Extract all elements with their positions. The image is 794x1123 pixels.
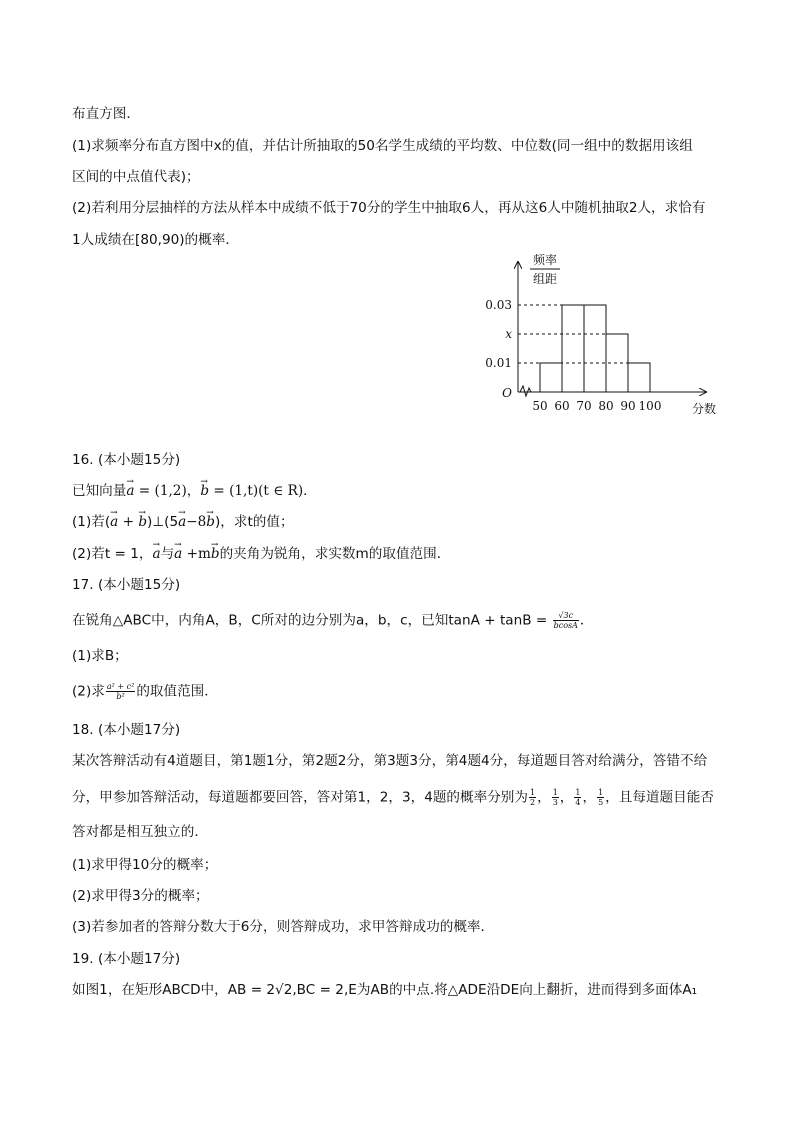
histogram-bar: [628, 363, 650, 392]
fraction: $\frac{√3c}{bcosA}$: [553, 611, 578, 630]
histogram-bar: [540, 363, 562, 392]
text-span: = (1,t)(t ∈ R)．: [209, 483, 317, 499]
text-span: (1)若(: [72, 514, 111, 530]
text-span: = (1,2)，: [134, 483, 201, 499]
vector-a: → a: [126, 482, 134, 500]
question-18-part1: (1)求甲得10分的概率；: [72, 857, 218, 873]
text-span: (2)若t = 1，: [72, 546, 153, 562]
fraction: $\frac{1}{4}$: [575, 788, 581, 807]
question-18-stem: 答对都是相互独立的．: [72, 824, 208, 840]
histogram-bar: [584, 305, 606, 392]
x-tick-label: 70: [576, 399, 592, 413]
vector-a: → a: [174, 545, 182, 563]
y-tick-label: x: [505, 327, 512, 341]
origin-label: O: [502, 386, 512, 400]
text-span: 在锐角△ABC中，内角A，B，C所对的边分别为a，b，c，已知tanA + tanB =: [72, 612, 548, 629]
y-axis-label-bottom: 组距: [532, 272, 558, 286]
text-span: )⊥(5: [147, 514, 179, 530]
x-tick-label: 100: [638, 399, 662, 413]
question-18-stem: 某次答辩活动有4道题目，第1题1分，第2题2分，第3题3分，第4题4分，每道题目答对给满分，答错不给: [72, 753, 708, 769]
y-axis-label-top: 频率: [532, 253, 558, 267]
text-span: ，且每道题目能否: [605, 789, 714, 806]
question-16-stem: [72, 482, 317, 500]
vector-a: → a: [110, 513, 118, 531]
question-16-part1: (1)若(→ a + → b)⊥(5→ a−8→ b)，求t的值；: [72, 513, 294, 531]
text-line: 1人成绩在[80,90)的概率．: [72, 232, 239, 248]
text-line: 布直方图．: [72, 106, 140, 122]
question-19-heading: 19. (本小题17分): [72, 951, 181, 967]
frequency-histogram: [468, 250, 728, 420]
text-span: 分，甲参加答辩活动，每道题都要回答，答对第1，2，3，4题的概率分别为: [72, 789, 528, 806]
vector-a: → a: [178, 513, 186, 531]
text-span: 的夹角为锐角，求实数m的取值范围．: [219, 546, 451, 562]
x-tick-label: 90: [620, 399, 636, 413]
text-span: (2)求: [72, 683, 105, 700]
question-17-part1: (1)求B；: [72, 648, 128, 664]
question-18-heading: 18. (本小题17分): [72, 722, 181, 738]
question-18-part3: (3)若参加者的答辩分数大于6分，则答辩成功，求甲答辩成功的概率．: [72, 919, 495, 935]
y-tick-label: 0.03: [485, 298, 512, 312]
question-18-part2: (2)求甲得3分的概率；: [72, 888, 209, 904]
question-18-stem: 分，甲参加答辩活动，每道题都要回答，答对第1，2，3，4题的概率分别为 $\frac{1}{2}$ ， $\frac{1}{3}$ ， $\frac{1}{4}$ ， $\frac{1}{5}$ ，且每道题目能否: [72, 788, 714, 807]
text-span: 已知向量: [72, 483, 127, 499]
vector-b: → b: [138, 513, 147, 531]
question-17-heading: 17. (本小题15分): [72, 577, 181, 593]
vector-a: → a: [152, 545, 160, 563]
fraction: $\frac{1}{5}$: [598, 788, 604, 807]
question-16-heading: 16. (本小题15分): [72, 452, 181, 468]
question-19-stem: 如图1，在矩形ABCD中，AB = 2√2,BC = 2,E为AB的中点.将△ADE沿DE向上翻折，进而得到多面体A₁: [72, 982, 698, 998]
vector-b: → b: [206, 513, 215, 531]
question-16-part2: (2)若t = 1，→ a与→ a +m→ b的夹角为锐角，求实数m的取值范围．: [72, 545, 450, 563]
x-axis-label: 分数: [691, 402, 717, 416]
question-17-part2: [72, 682, 218, 701]
text-span: ．: [579, 612, 594, 629]
vector-b: → b: [200, 482, 209, 500]
text-span: 与: [160, 546, 175, 562]
question-17-stem: [72, 611, 594, 630]
x-tick-label: 60: [554, 399, 570, 413]
x-tick-label: 80: [598, 399, 614, 413]
y-tick-label: 0.01: [485, 356, 512, 370]
question-15-part1: (1)求频率分布直方图中x的值，并估计所抽取的50名学生成绩的平均数、中位数(同一组中的数据用该组: [72, 138, 693, 154]
question-15-part2: (2)若利用分层抽样的方法从样本中成绩不低于70分的学生中抽取6人，再从这6人中随机抽取2人，求恰有: [72, 200, 706, 216]
vector-b: → b: [211, 545, 220, 563]
axis-break-mark: [520, 386, 540, 396]
fraction: $\frac{1}{3}$: [552, 788, 558, 807]
text-span: 的取值范围．: [136, 683, 218, 700]
text-span: )，求t的值；: [214, 514, 294, 530]
x-tick-label: 50: [532, 399, 548, 413]
fraction: $\frac{1}{2}$: [530, 788, 536, 807]
text-line: 区间的中点值代表)；: [72, 169, 200, 185]
fraction: $\frac{\text{a² + c²}}{\text{b²}}$: [106, 682, 135, 701]
histogram-bar: [562, 305, 584, 392]
